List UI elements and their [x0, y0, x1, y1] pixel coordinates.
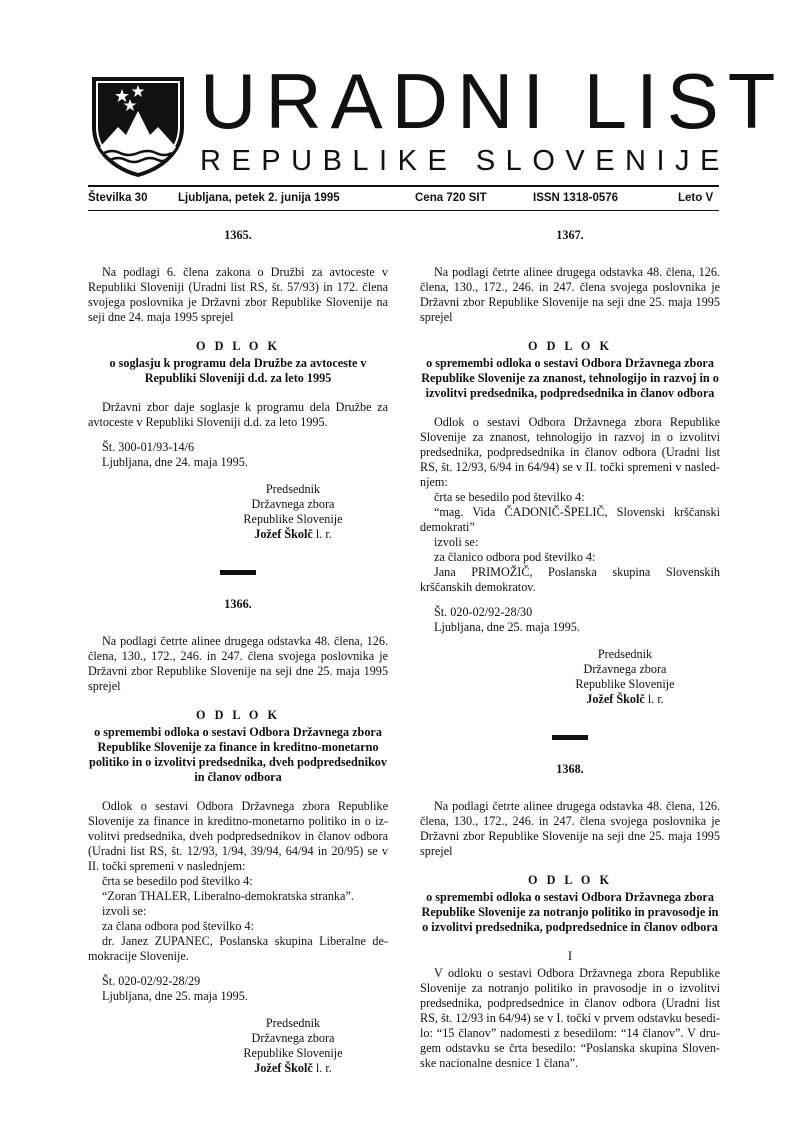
signatory-suffix: l. r. [312, 527, 332, 541]
place-date: Ljubljana, dne 25. maja 1995. [434, 620, 580, 634]
decree-line: izvoli se: [434, 535, 479, 549]
signatory-name: Jožef Školč [586, 692, 645, 706]
article-number: 1365. [224, 228, 252, 242]
signature-state: Republike Slovenije [243, 512, 343, 526]
signatory-name: Jožef Školč [254, 527, 313, 541]
decree-line: črta se besedilo pod številko 4: [434, 490, 585, 504]
header-rule-bottom [88, 210, 719, 211]
article-1368 [420, 762, 720, 1071]
reference-number: Št. 020-02/92-28/29 [102, 974, 201, 988]
issue-place-date: Ljubljana, petek 2. junija 1995 [178, 192, 340, 204]
decree-line: dr. Janez ZUPANEC, Poslanska skupina Liberalne de-mokracije Slovenije. [88, 934, 388, 963]
decree-body: Odlok o sestavi Odbora Državnega zbora Republike Slovenije za finance in kreditno-monetarno politiko in o iz-volitvi predsednika, dveh podpredsednikov in članov odbora (Uradni list RS, št. 12/93, 1/94, 39/94, 64/94 in 20/95) se v II. točki spremeni v naslednjem: [88, 799, 388, 873]
article-separator [220, 570, 256, 575]
article-number: 1367. [556, 228, 584, 242]
issue-issn: ISSN 1318-0576 [533, 192, 619, 204]
signature-body: Državnega zbora [583, 662, 667, 676]
reference-number: Št. 300-01/93-14/6 [102, 440, 195, 454]
signature-block [198, 482, 388, 542]
masthead-title: URADNI LIST [200, 57, 785, 145]
left-column [88, 228, 388, 1076]
decree-line: izvoli se: [102, 904, 147, 918]
signatory-suffix: l. r. [312, 1061, 332, 1075]
article-number: 1366. [224, 597, 252, 611]
decree-heading: o spremembi odloka o sestavi Odbora Državnega zbora Republike Slovenije za notranjo politiko in pravosodje in o izvolitvi predsednika, podpredsednice in članov odbora [421, 890, 719, 934]
decree-heading: o spremembi odloka o sestavi Odbora Državnega zbora Republike Slovenije za znanost, tehnologijo in razvoj in o izvolitvi predsednika, podpredsednika in članov odbora [421, 356, 719, 400]
section-numeral: I [567, 949, 573, 963]
signature-body: Državnega zbora [251, 497, 335, 511]
article-preamble: Na podlagi 6. člena zakona o Družbi za avtoceste v Republiki Sloveniji (Uradni list RS, št. 57/93) in 172. člena svojega poslovnika je Državni zbor Republike Slovenije na seji dne 24. maja 1995 sprejel [88, 265, 388, 324]
decree-body: Državni zbor daje soglasje k programu dela Družbe za avtoceste v Republiki Sloveniji d.d. za leto 1995. [88, 400, 388, 429]
coat-of-arms-icon [88, 75, 188, 177]
signatory-name: Jožef Školč [254, 1061, 313, 1075]
masthead-subtitle: REPUBLIKE SLOVENIJE [200, 145, 730, 177]
decree-line: za članico odbora pod številko 4: [434, 550, 596, 564]
issue-number: Številka 30 [88, 192, 148, 204]
decree-label: O D L O K [528, 339, 612, 353]
issue-price: Cena 720 SIT [415, 192, 487, 204]
signature-title: Predsednik [265, 1016, 321, 1030]
signatory-suffix: l. r. [644, 692, 664, 706]
signature-block [530, 647, 720, 707]
decree-line: za člana odbora pod številko 4: [102, 919, 254, 933]
article-preamble: Na podlagi četrte alinee drugega odstavka 48. člena, 126. člena, 130., 172., 246. in 247. člena svojega poslovnika je Državni zbor Republike Slovenije na seji dne 25. maja 1995 sprejel [420, 265, 720, 324]
article-1367 [420, 228, 720, 707]
signature-state: Republike Slovenije [243, 1046, 343, 1060]
signature-title: Predsednik [597, 647, 653, 661]
decree-line: “Zoran THALER, Liberalno-demokratska stranka”. [102, 889, 354, 903]
signature-block [198, 1016, 388, 1076]
article-preamble: Na podlagi četrte alinee drugega odstavka 48. člena, 126. člena, 130., 172., 246. in 247. člena svojega poslovnika je Državni zbor Republike Slovenije na seji dne 25. maja 1995 sprejel [88, 634, 388, 693]
reference-number: Št. 020-02/92-28/30 [434, 605, 533, 619]
article-1365 [88, 228, 388, 542]
decree-body: Odlok o sestavi Odbora Državnega zbora Republike Slovenije za znanost, tehnologijo in razvoj in o izvolitvi predsednika, podpredsednika in članov odbora (Uradni list RS, št. 12/93, 6/94 in 64/94) se v II. točki spremeni v nasled-njem: [420, 415, 720, 489]
signature-state: Republike Slovenije [575, 677, 675, 691]
decree-line: Jana PRIMOŽIČ, Poslanska skupina Slovenskih krščanskih demokratov. [420, 565, 720, 594]
article-number: 1368. [556, 762, 584, 776]
decree-heading: o spremembi odloka o sestavi Odbora Državnega zbora Republike Slovenije za finance in kreditno-monetarno politiko in o izvolitvi predsednika, dveh podpredsednikov in članov odbora [89, 725, 387, 784]
decree-heading: o soglasju k programu dela Družbe za avtoceste v Republiki Sloveniji d.d. za leto 1995 [109, 356, 367, 385]
decree-label: O D L O K [196, 708, 280, 722]
decree-line: črta se besedilo pod številko 4: [102, 874, 253, 888]
decree-body: V odloku o sestavi Odbora Državnega zbora Republike Slovenije za notranjo politiko in pravosodje in o izvolitvi predsednika, podpredsednice in članov odbora (Uradni list RS, št. 12/93 in 64/94) se v I. točki v prvem odstavku besedi-lo: “15 članov” nadomesti z besedilom: “14 članov”. V dru-gem odstavku se črta besedilo: “Poslanska skupina Sloven-ske nacionalne desnice 1 člana”. [420, 966, 720, 1070]
place-date: Ljubljana, dne 25. maja 1995. [102, 989, 248, 1003]
article-preamble: Na podlagi četrte alinee drugega odstavka 48. člena, 126. člena, 130., 172., 246. in 247. člena svojega poslovnika je Državni zbor Republike Slovenije na seji dne 25. maja 1995 sprejel [420, 799, 720, 858]
header-rule-top [88, 185, 719, 187]
right-column [420, 228, 720, 1071]
decree-line: “mag. Vida ČADONIČ-ŠPELIČ, Slovenski krščanski demokrati” [420, 505, 720, 534]
article-separator [552, 735, 588, 740]
signature-body: Državnega zbora [251, 1031, 335, 1045]
signature-title: Predsednik [265, 482, 321, 496]
article-1366 [88, 597, 388, 1076]
decree-label: O D L O K [528, 873, 612, 887]
decree-label: O D L O K [196, 339, 280, 353]
masthead [0, 0, 793, 195]
place-date: Ljubljana, dne 24. maja 1995. [102, 455, 248, 469]
issue-year: Leto V [678, 192, 714, 204]
